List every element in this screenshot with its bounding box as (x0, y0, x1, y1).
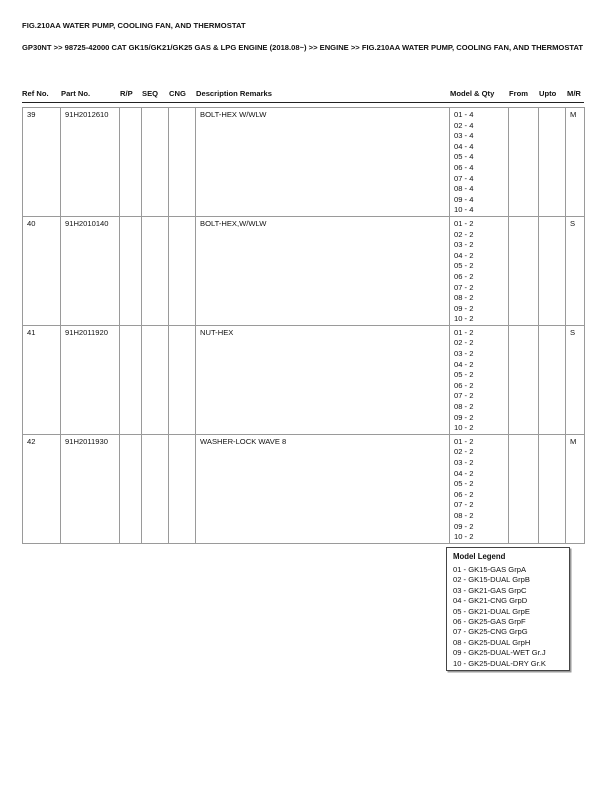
mr-cell: M (566, 108, 585, 217)
model-qty-line: 03 - 2 (454, 349, 474, 359)
model-qty-line: 09 - 2 (454, 412, 474, 422)
header-divider (22, 102, 584, 103)
cng-cell (169, 108, 196, 217)
model-qty-line: 06 - 4 (454, 162, 474, 172)
upto-cell (539, 108, 566, 217)
header-upto: Upto (539, 89, 557, 98)
part-no-cell[interactable]: 91H2012610 (61, 108, 120, 217)
model-qty-line: 05 - 2 (454, 370, 474, 380)
part-no-cell[interactable]: 91H2011920 (61, 325, 120, 434)
model-qty-line: 09 - 4 (454, 194, 474, 204)
legend-item: 02 - GK15-DUAL GrpB (453, 575, 530, 585)
model-qty-line: 03 - 2 (454, 458, 474, 467)
model-qty-line: 01 - 2 (454, 218, 474, 228)
model-qty-line: 01 - 2 (454, 327, 474, 337)
upto-cell (539, 216, 566, 325)
model-qty-line: 09 - 2 (454, 521, 474, 531)
description-cell: BOLT-HEX W/WLW (196, 108, 450, 217)
table-row[interactable] (23, 108, 585, 217)
legend-item: 06 - GK25-GAS GrpF (453, 617, 526, 627)
rp-cell (120, 434, 142, 543)
model-qty-line: 05 - 2 (454, 261, 474, 271)
mr-cell: S (566, 325, 585, 434)
header-model-qty: Model & Qty (450, 89, 495, 98)
header-from: From (509, 89, 528, 98)
ref-no-cell: 39 (23, 108, 61, 217)
model-qty-cell (450, 216, 509, 325)
model-qty-line: 02 - 2 (454, 338, 474, 348)
rp-cell (120, 108, 142, 217)
legend-item: 05 - GK21-DUAL GrpE (453, 606, 530, 616)
header-part-no: Part No. (61, 89, 91, 98)
model-qty-line: 02 - 2 (454, 229, 474, 239)
header-ref-no: Ref No. (22, 89, 49, 98)
description-cell: BOLT-HEX,W/WLW (196, 216, 450, 325)
legend-item: 01 - GK15-GAS GrpA (453, 565, 527, 574)
model-qty-cell (450, 108, 509, 217)
mr-cell: S (566, 216, 585, 325)
seq-cell (142, 325, 169, 434)
model-legend (446, 547, 570, 671)
model-qty-line: 03 - 4 (454, 131, 474, 141)
model-qty-line: 07 - 2 (454, 500, 474, 510)
from-cell (509, 325, 539, 434)
model-qty-line: 04 - 2 (454, 468, 474, 478)
table-row[interactable] (23, 216, 585, 325)
from-cell (509, 216, 539, 325)
model-qty-line: 08 - 2 (454, 293, 474, 303)
description-cell: WASHER-LOCK WAVE 8 (196, 434, 450, 543)
model-qty-line: 10 - 2 (454, 314, 474, 324)
seq-cell (142, 108, 169, 217)
page-title: FIG.210AA WATER PUMP, COOLING FAN, AND THERMOSTAT (22, 21, 246, 30)
description-cell: NUT-HEX (196, 325, 450, 434)
cng-cell (169, 216, 196, 325)
model-qty-line: 02 - 2 (454, 447, 474, 457)
model-qty-line: 07 - 2 (454, 282, 474, 292)
legend-item: 07 - GK25-CNG GrpG (453, 627, 528, 637)
model-qty-line: 04 - 4 (454, 141, 474, 151)
model-qty-line: 05 - 4 (454, 152, 474, 162)
header-mr: M/R (567, 89, 581, 98)
model-qty-line: 07 - 2 (454, 391, 474, 401)
model-qty-line: 05 - 2 (454, 479, 474, 489)
table-row[interactable] (23, 434, 585, 543)
part-no-cell[interactable]: 91H2011930 (61, 434, 120, 543)
model-qty-line: 09 - 2 (454, 303, 474, 313)
model-qty-line: 04 - 2 (454, 359, 474, 369)
legend-item: 10 - GK25-DUAL-DRY Gr.K (453, 658, 546, 668)
model-qty-line: 08 - 2 (454, 402, 474, 412)
model-qty-line: 10 - 2 (454, 532, 474, 542)
model-qty-line: 06 - 2 (454, 380, 474, 390)
model-qty-line: 04 - 2 (454, 250, 474, 260)
legend-item: 09 - GK25-DUAL-WET Gr.J (453, 648, 546, 658)
seq-cell (142, 216, 169, 325)
cng-cell (169, 434, 196, 543)
upto-cell (539, 325, 566, 434)
from-cell (509, 108, 539, 217)
model-qty-line: 03 - 2 (454, 240, 474, 250)
model-qty-line: 01 - 4 (454, 110, 474, 119)
legend-item: 04 - GK21-CNG GrpD (453, 596, 528, 606)
cng-cell (169, 325, 196, 434)
model-qty-line: 06 - 2 (454, 271, 474, 281)
ref-no-cell: 42 (23, 434, 61, 543)
model-qty-line: 07 - 4 (454, 173, 474, 183)
model-qty-line: 02 - 4 (454, 120, 474, 130)
ref-no-cell: 40 (23, 216, 61, 325)
header-cng: CNG (169, 89, 186, 98)
legend-item: 08 - GK25-DUAL GrpH (453, 637, 531, 647)
parts-table (22, 107, 585, 544)
mr-cell: M (566, 434, 585, 543)
legend-title: Model Legend (453, 552, 506, 561)
legend-item: 03 - GK21-GAS GrpC (453, 585, 527, 595)
part-no-cell[interactable]: 91H2010140 (61, 216, 120, 325)
header-rp: R/P (120, 89, 133, 98)
model-qty-line: 01 - 2 (454, 436, 474, 446)
breadcrumb: GP30NT >> 98725-42000 CAT GK15/GK21/GK25 GAS & LPG ENGINE (2018.08~) >> ENGINE >> FIG.210AA WATER PUMP, COOLING FAN, AND THERMOSTAT (22, 43, 584, 52)
seq-cell (142, 434, 169, 543)
header-seq: SEQ (142, 89, 159, 98)
upto-cell (539, 434, 566, 543)
header-description: Description Remarks (196, 89, 272, 98)
table-row[interactable] (23, 325, 585, 434)
ref-no-cell: 41 (23, 325, 61, 434)
model-qty-line: 10 - 4 (454, 205, 474, 215)
from-cell (509, 434, 539, 543)
model-qty-cell (450, 434, 509, 543)
rp-cell (120, 325, 142, 434)
model-qty-line: 06 - 2 (454, 489, 474, 499)
model-qty-cell (450, 325, 509, 434)
model-qty-line: 08 - 2 (454, 510, 474, 520)
rp-cell (120, 216, 142, 325)
model-qty-line: 08 - 4 (454, 184, 474, 194)
model-qty-line: 10 - 2 (454, 423, 474, 433)
